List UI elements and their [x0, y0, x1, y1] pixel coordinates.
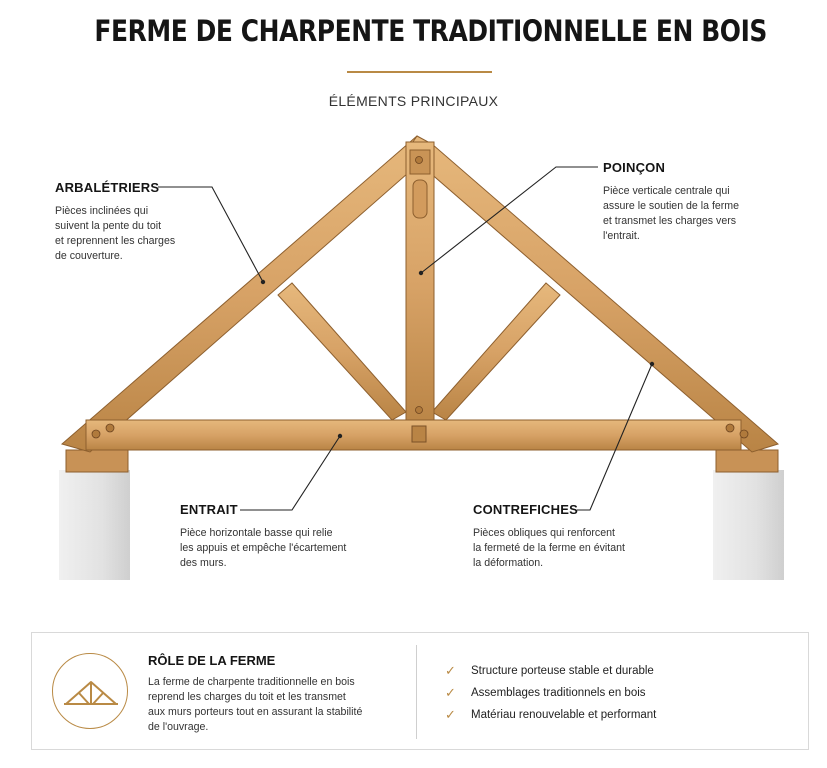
- role-text: La ferme de charpente traditionnelle en bois reprend les charges du toit et les transmet aux murs porteurs tout en assurant la stabilité de l'ouvrage.: [148, 676, 363, 733]
- callout-title: CONTREFICHES: [473, 502, 578, 517]
- benefit-label: Matériau renouvelable et performant: [471, 709, 657, 721]
- card-divider: [416, 645, 417, 739]
- benefits-list: [445, 660, 656, 726]
- role-title: RÔLE DE LA FERME: [148, 653, 276, 668]
- truss-icon: [53, 654, 129, 730]
- peg: [740, 430, 748, 438]
- callout-description: Pièce horizontale basse qui relie les appuis et empêche l'écartement des murs.: [180, 527, 347, 569]
- role-card: [31, 632, 809, 750]
- callout-title: POINÇON: [603, 160, 666, 175]
- right-strut: [432, 283, 560, 420]
- benefit-item: [445, 704, 656, 726]
- truss-medallion: [52, 653, 128, 729]
- callout-title: ARBALÉTRIERS: [55, 180, 160, 195]
- callout-entrait: [180, 502, 410, 571]
- right-wall-plate: [716, 450, 778, 472]
- leader-dot: [338, 434, 342, 438]
- callout-description: Pièces obliques qui renforcent la fermeté de la ferme en évitant la déformation.: [473, 527, 625, 569]
- peg: [106, 424, 114, 432]
- right-wall: [713, 470, 784, 580]
- page-title: FERME DE CHARPENTE TRADITIONNELLE EN BOIS: [94, 14, 767, 48]
- tie-beam-joint: [412, 426, 426, 442]
- benefit-item: [445, 682, 656, 704]
- check-icon: ✓: [445, 685, 456, 700]
- callout-title: ENTRAIT: [180, 502, 238, 517]
- leader-dot: [261, 280, 265, 284]
- left-wall-plate: [66, 450, 128, 472]
- king-post-block: [413, 180, 427, 218]
- callout-arbaletriers: [55, 180, 235, 264]
- leader-dot: [650, 362, 654, 366]
- benefit-label: Assemblages traditionnels en bois: [471, 687, 646, 699]
- page-subtitle: ÉLÉMENTS PRINCIPAUX: [328, 93, 499, 109]
- callout-contrefiches: [473, 502, 693, 571]
- callout-poincon: [603, 160, 803, 244]
- benefit-item: [445, 660, 656, 682]
- left-wall: [59, 470, 130, 580]
- leader-dot: [419, 271, 423, 275]
- check-icon: ✓: [445, 663, 456, 678]
- peg: [92, 430, 100, 438]
- callout-description: Pièces inclinées qui suivent la pente du toit et reprennent les charges de couverture.: [55, 205, 176, 262]
- peg: [416, 157, 423, 164]
- left-strut: [278, 283, 406, 420]
- peg: [726, 424, 734, 432]
- benefit-label: Structure porteuse stable et durable: [471, 665, 654, 677]
- peg: [416, 407, 423, 414]
- callout-description: Pièce verticale centrale qui assure le soutien de la ferme et transmet les charges vers l'entrait.: [603, 185, 740, 242]
- check-icon: ✓: [445, 707, 456, 722]
